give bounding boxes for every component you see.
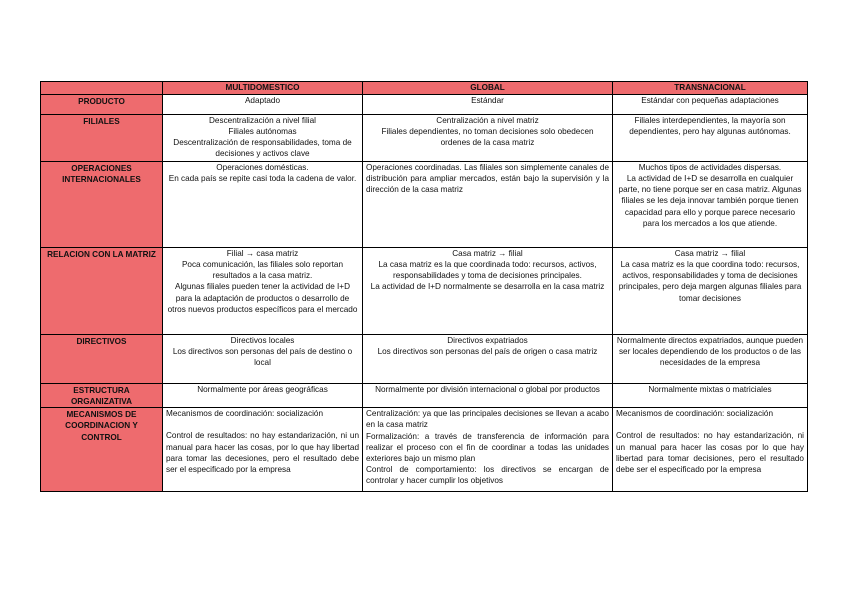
column-header-transnacional: TRANSNACIONAL xyxy=(613,82,808,95)
cell-text: Control de resultados: no hay estandarización, ni un manual para hacer las cosas por lo que hay libertad para tomar decisiones, pero el resultado debe ser el especificado por la empresa xyxy=(616,431,804,474)
cell-text: Descentralización a nivel filial xyxy=(209,116,316,125)
cell-text: Estándar xyxy=(471,96,504,105)
cell-multidomestico xyxy=(163,335,363,384)
cell-text: Mecanismos de coordinación: socialización xyxy=(166,409,324,419)
row-label: DIRECTIVOS xyxy=(41,335,163,384)
cell-text: La actividad de I+D normalmente se desarrolla en la casa matriz xyxy=(370,282,605,292)
cell-text: Filial → casa matriz xyxy=(226,249,299,258)
cell-text: Control de comportamiento: los directivos se encargan de controlar y hacer cumplir los objetivos xyxy=(366,465,609,486)
cell-text: Mecanismos de coordinación: socialización xyxy=(616,409,774,419)
corner-cell xyxy=(41,82,163,95)
column-header-global: GLOBAL xyxy=(363,82,613,95)
cell-text: Poca comunicación, las filiales solo reportan resultados a la casa matriz. xyxy=(181,260,344,281)
cell-text: Casa matriz → filial xyxy=(674,249,746,258)
cell-transnacional xyxy=(613,248,808,335)
cell-transnacional xyxy=(613,162,808,248)
cell-text: Los directivos son personas del país de destino o local xyxy=(172,347,353,368)
cell-text: La actividad de I+D se desarrolla en cualquier parte, no tiene porque ser en casa matriz. Algunas filiales se les deja innovar también porque tienen capacidad para ello y porque parece necesario para los mercados a los que atiende. xyxy=(618,174,802,228)
cell-text: Directivos locales xyxy=(230,336,295,345)
cell-text: Estándar con pequeñas adaptaciones xyxy=(641,96,779,105)
cell-text: La casa matriz es la que coordinada todo: recursos, activos, responsabilidades y toma de decisiones principales. xyxy=(378,260,597,281)
cell-text: Centralización: ya que las principales decisiones se llevan a acabo en la casa matriz xyxy=(366,409,609,430)
cell-global xyxy=(363,95,613,115)
cell-text: Filiales interdependientes, la mayoría son dependientes, pero hay algunas autónomas. xyxy=(629,116,791,137)
table-row xyxy=(41,95,808,115)
cell-text: Control de resultados: no hay estandarización, ni un manual para hacer las cosas, por lo que hay libertad para tomar las decesiones, pero el resultado debe ser el especificado por la empresa xyxy=(166,431,359,474)
table-row xyxy=(41,408,808,492)
cell-text: Formalización: a través de transferencia de información para realizar el proceso con el fin de coordinar a todas las unidades exteriores bajo un mismo plan xyxy=(366,431,609,463)
cell-global xyxy=(363,408,613,492)
header-row xyxy=(41,82,808,95)
cell-transnacional xyxy=(613,384,808,408)
cell-text: Operaciones coordinadas. Las filiales son simplemente canales de distribución para ampliar mercados, están bajo la supervisión y la dirección de la casa matriz xyxy=(366,163,609,195)
cell-transnacional xyxy=(613,408,808,492)
cell-global xyxy=(363,384,613,408)
cell-text: Operaciones domésticas. xyxy=(216,163,309,172)
cell-transnacional xyxy=(613,115,808,162)
row-label: OPERACIONES INTERNACIONALES xyxy=(41,162,163,248)
cell-text: Directivos expatriados xyxy=(447,336,528,345)
table-row xyxy=(41,335,808,384)
table-row xyxy=(41,115,808,162)
cell-multidomestico xyxy=(163,384,363,408)
cell-text: Normalmente por división internacional o global por productos xyxy=(375,385,600,394)
row-label: ESTRUCTURA ORGANIZATIVA xyxy=(41,384,163,408)
cell-text: Filiales dependientes, no toman decisiones solo obedecen ordenes de la casa matriz xyxy=(381,127,594,148)
cell-text: Casa matriz → filial xyxy=(452,249,523,258)
cell-text: En cada país se repite casi toda la cadena de valor. xyxy=(168,174,357,184)
cell-multidomestico xyxy=(163,95,363,115)
table-row xyxy=(41,248,808,335)
cell-global xyxy=(363,248,613,335)
cell-multidomestico xyxy=(163,115,363,162)
cell-multidomestico xyxy=(163,408,363,492)
comparison-matrix xyxy=(40,81,808,492)
cell-text: Descentralización de responsabilidades, toma de decisiones y activos clave xyxy=(173,138,352,159)
cell-multidomestico xyxy=(163,162,363,248)
column-header-multidomestico: MULTIDOMESTICO xyxy=(163,82,363,95)
cell-text: Algunas filiales pueden tener la actividad de I+D para la adaptación de productos o desarrollo de otros nuevos productos específicos para el mercado xyxy=(167,282,358,314)
blank-line xyxy=(166,419,359,430)
cell-global xyxy=(363,115,613,162)
cell-global xyxy=(363,162,613,248)
matrix-body xyxy=(41,82,808,492)
table-row xyxy=(41,384,808,408)
cell-text: Normalmente directos expatriados, aunque pueden ser locales dependiendo de los productos o de las necesidades de la empresa xyxy=(616,336,804,368)
row-label: PRODUCTO xyxy=(41,95,163,115)
cell-global xyxy=(363,335,613,384)
cell-transnacional xyxy=(613,95,808,115)
cell-text: La casa matriz es la que coordina todo: recursos, activos, responsabilidades y toma de decisiones principales, pero deja margen algunas filiales para tomar decisiones xyxy=(618,260,802,303)
table-row xyxy=(41,162,808,248)
blank-line xyxy=(616,419,804,430)
row-label: MECANISMOS DE COORDINACION Y CONTROL xyxy=(41,408,163,492)
cell-transnacional xyxy=(613,335,808,384)
row-label: RELACION CON LA MATRIZ xyxy=(41,248,163,335)
cell-text: Filiales autónomas xyxy=(228,127,297,137)
row-label: FILIALES xyxy=(41,115,163,162)
cell-text: Los directivos son personas del país de origen o casa matriz xyxy=(377,347,598,357)
cell-multidomestico xyxy=(163,248,363,335)
cell-text: Adaptado xyxy=(244,96,281,105)
cell-text: Muchos tipos de actividades dispersas. xyxy=(638,163,782,172)
cell-text: Normalmente por áreas geográficas xyxy=(197,385,328,394)
cell-text: Centralización a nivel matriz xyxy=(436,116,539,125)
cell-text: Normalmente mixtas o matriciales xyxy=(648,385,772,394)
